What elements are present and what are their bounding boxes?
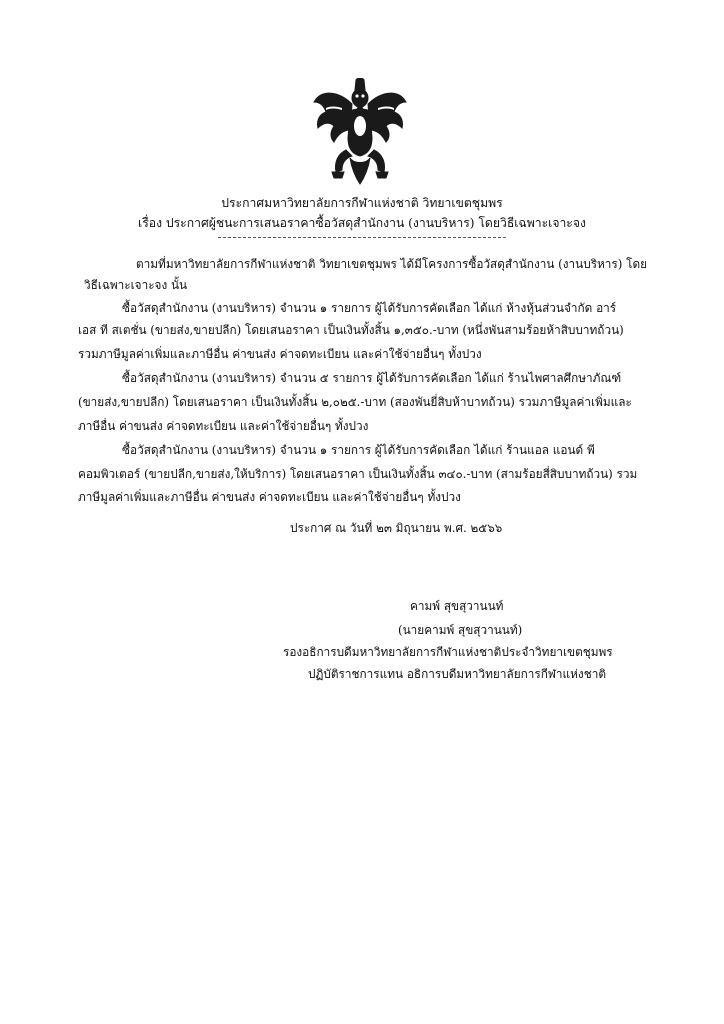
header-divider: [218, 237, 506, 238]
announcement-date: ประกาศ ณ วันที่ ๒๓ มิถุนายน พ.ศ. ๒๕๖๖: [290, 521, 503, 535]
paragraph-line: ซื้อวัสดุสำนักงาน (งานบริหาร) จำนวน ๕ รายการ ผู้ได้รับการคัดเลือก ได้แก่ ร้านไพศาลศึกษาภัณฑ์: [122, 371, 622, 385]
paragraph-line: ซื้อวัสดุสำนักงาน (งานบริหาร) จำนวน ๑ รายการ ผู้ได้รับการคัดเลือก ได้แก่ ร้านแอล แอนด์ พี: [122, 443, 595, 457]
paragraph-line: ภาษีมูลค่าเพิ่มและภาษีอื่น ค่าขนส่ง ค่าจดทะเบียน และค่าใช้จ่ายอื่นๆ ทั้งปวง: [78, 490, 461, 504]
paragraph-line: ภาษีอื่น ค่าขนส่ง ค่าจดทะเบียน และค่าใช้จ่ายอื่นๆ ทั้งปวง: [78, 419, 369, 433]
announcement-subject: เรื่อง ประกาศผู้ชนะการเสนอราคาซื้อวัสดุสำนักงาน (งานบริหาร) โดยวิธีเฉพาะเจาะจง: [138, 216, 586, 230]
signatory-name: (นายคามพ์ สุขสุวานนท์): [398, 623, 523, 637]
paragraph-line: (ขายส่ง,ขายปลีก) โดยเสนอราคา เป็นเงินทั้งสิ้น ๒,๐๒๕.-บาท (สองพันยี่สิบห้าบาทถ้วน) รวมภาษีมูลค่าเพิ่มและ: [78, 395, 632, 409]
signature: คามพ์ สุขสุวานนท์: [410, 599, 504, 613]
announcement-title: ประกาศมหาวิทยาลัยการกีฬาแห่งชาติ วิทยาเขตชุมพร: [221, 196, 503, 210]
garuda-emblem-icon: [312, 78, 408, 188]
paragraph-line: คอมพิวเตอร์ (ขายปลีก,ขายส่ง,ให้บริการ) โดยเสนอราคา เป็นเงินทั้งสิ้น ๓๔๐.-บาท (สามร้อยสี่สิบบาทถ้วน) รวม: [78, 467, 638, 481]
paragraph-line: ซื้อวัสดุสำนักงาน (งานบริหาร) จำนวน ๑ รายการ ผู้ได้รับการคัดเลือก ได้แก่ ห้างหุ้นส่วนจำกัด อาร์: [122, 301, 617, 315]
signatory-acting: ปฏิบัติราชการแทน อธิการบดีมหาวิทยาลัยการกีฬาแห่งชาติ: [308, 667, 606, 681]
paragraph-line: รวมภาษีมูลค่าเพิ่มและภาษีอื่น ค่าขนส่ง ค่าจดทะเบียน และค่าใช้จ่ายอื่นๆ ทั้งปวง: [78, 347, 482, 361]
paragraph-line: วิธีเฉพาะเจาะจง นั้น: [84, 278, 188, 292]
signatory-position: รองอธิการบดีมหาวิทยาลัยการกีฬาแห่งชาติประจำวิทยาเขตชุมพร: [283, 645, 613, 659]
paragraph-line: ตามที่มหาวิทยาลัยการกีฬาแห่งชาติ วิทยาเขตชุมพร ได้มีโครงการซื้อวัสดุสำนักงาน (งานบริหาร) โดย: [136, 257, 648, 271]
paragraph-line: เอส ที สเตชั่น (ขายส่ง,ขายปลีก) โดยเสนอราคา เป็นเงินทั้งสิ้น ๑,๓๕๐.-บาท (หนึ่งพันสามร้อยห้าสิบบาทถ้วน): [78, 323, 624, 337]
